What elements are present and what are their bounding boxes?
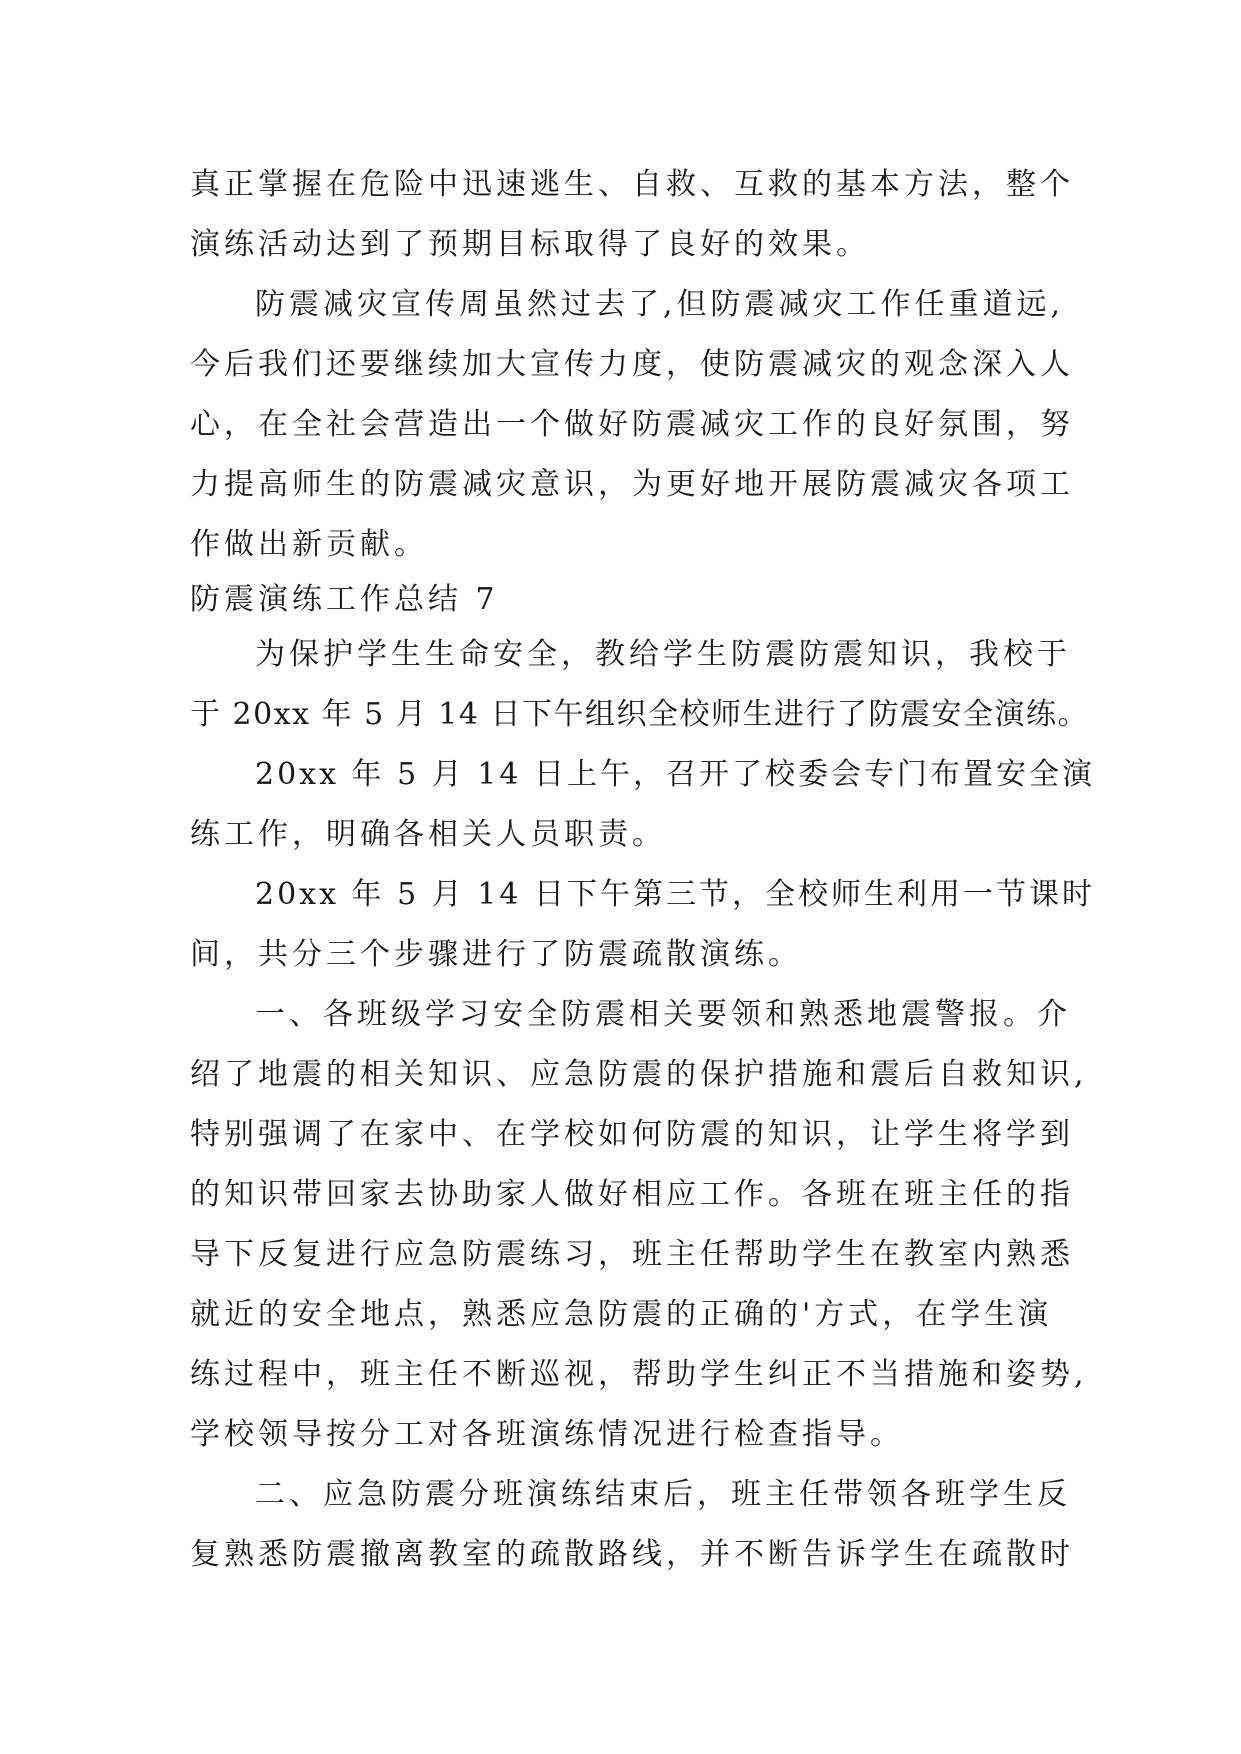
paragraph-line: 复熟悉防震撤离教室的疏散路线，并不断告诉学生在疏散时: [190, 1537, 1074, 1572]
paragraph-line: 于 20xx 年 5 月 14 日下午组织全校师生进行了防震安全演练。: [190, 697, 1089, 732]
section-heading: 防震演练工作总结 7: [190, 582, 499, 617]
paragraph-line: 为保护学生生命安全，教给学生防震防震知识，我校于: [255, 637, 1071, 672]
paragraph-line: 力提高师生的防震减灾意识，为更好地开展防震减灾各项工: [190, 467, 1074, 502]
paragraph-line: 就近的安全地点，熟悉应急防震的正确的'方式，在学生演: [190, 1297, 1053, 1332]
paragraph-line: 绍了地震的相关知识、应急防震的保护措施和震后自救知识,: [190, 1057, 1088, 1092]
paragraph-line: 间，共分三个步骤进行了防震疏散演练。: [190, 937, 802, 972]
paragraph-line: 的知识带回家去协助家人做好相应工作。各班在班主任的指: [190, 1177, 1074, 1212]
paragraph-line: 作做出新贡献。: [190, 527, 428, 562]
paragraph-line: 练过程中，班主任不断巡视，帮助学生纠正不当措施和姿势,: [190, 1357, 1088, 1392]
paragraph-line: 练工作，明确各相关人员职责。: [190, 817, 666, 852]
paragraph-line: 特别强调了在家中、在学校如何防震的知识，让学生将学到: [190, 1117, 1074, 1152]
paragraph-line: 今后我们还要继续加大宣传力度，使防震减灾的观念深入人: [190, 347, 1074, 382]
paragraph-line: 学校领导按分工对各班演练情况进行检查指导。: [190, 1417, 904, 1452]
paragraph-line: 真正掌握在危险中迅速逃生、自救、互救的基本方法，整个: [190, 167, 1074, 202]
paragraph-line: 一、各班级学习安全防震相关要领和熟悉地震警报。介: [255, 997, 1071, 1032]
paragraph-line: 20xx 年 5 月 14 日下午第三节，全校师生利用一节课时: [255, 877, 1095, 912]
paragraph-line: 导下反复进行应急防震练习，班主任帮助学生在教室内熟悉: [190, 1237, 1074, 1272]
paragraph-line: 心，在全社会营造出一个做好防震减灾工作的良好氛围，努: [190, 407, 1074, 442]
paragraph-line: 二、应急防震分班演练结束后，班主任带领各班学生反: [255, 1477, 1071, 1512]
paragraph-line: 防震减灾宣传周虽然过去了,但防震减灾工作任重道远,: [255, 287, 1065, 322]
paragraph-line: 演练活动达到了预期目标取得了良好的效果。: [190, 227, 870, 262]
paragraph-line: 20xx 年 5 月 14 日上午，召开了校委会专门布置安全演: [255, 757, 1095, 792]
